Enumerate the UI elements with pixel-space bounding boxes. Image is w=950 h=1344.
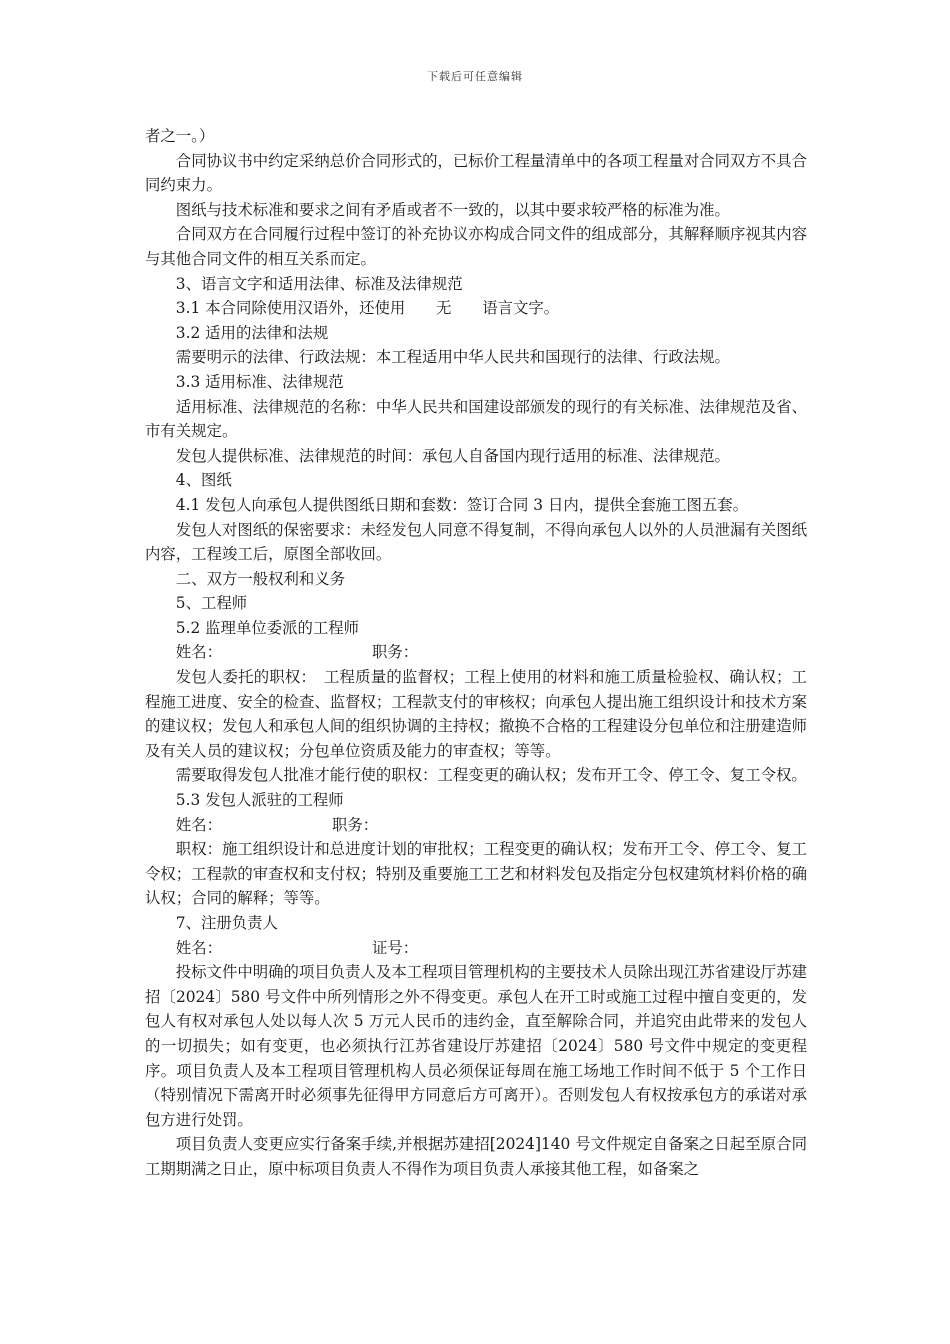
field-row-5-3 — [145, 813, 807, 838]
clause-heading: 5.2 监理单位委派的工程师 — [175, 618, 360, 637]
paragraph: 合同双方在合同履行过程中签订的补充协议亦构成合同文件的组成部分，其解释顺序视其内容与其他合同文件的相互关系而定。 — [145, 225, 807, 268]
clause-4-1: 4.1 发包人向承包人提供图纸日期和套数：签订合同 3 日内，提供全套施工图五套。 — [175, 495, 749, 514]
paragraph: 项目负责人变更应实行备案手续,并根据苏建招[2024]140 号文件规定自备案之日起至原合同工期期满之日止，原中标项目负责人不得作为项目负责人承接其他工程，如备案之 — [145, 1135, 807, 1178]
paragraph: 发包人提供标准、法律规范的时间：承包人自备国内现行适用的标准、法律规范。 — [175, 446, 730, 465]
clause-heading: 3.3 适用标准、法律规范 — [175, 372, 344, 391]
section-heading: 7、注册负责人 — [175, 914, 278, 932]
paragraph-continuation: 者之一。） — [145, 127, 215, 145]
paragraph: 发包人对图纸的保密要求：未经发包人同意不得复制，不得向承包人以外的人员泄漏有关图纸内容，工程竣工后，原图全部收回。 — [145, 520, 807, 564]
paragraph: 合同协议书中约定采纳总价合同形式的，已标价工程量清单中的各项工程量对合同双方不具合同约束力。 — [145, 151, 807, 195]
paragraph: 需要取得发包人批准才能行使的职权：工程变更的确认权；发布开工令、停工令、复工令权。 — [175, 766, 807, 785]
section-heading: 3、语言文字和适用法律、标准及法律规范 — [175, 274, 463, 293]
paragraph: 图纸与技术标准和要求之间有矛盾或者不一致的，以其中要求较严格的标准为准。 — [175, 200, 730, 219]
field-row-7 — [145, 936, 807, 961]
clause-heading: 5.3 发包人派驻的工程师 — [175, 791, 344, 810]
field-row-5-2 — [145, 640, 807, 665]
paragraph: 投标文件中明确的项目负责人及本工程项目管理机构的主要技术人员除出现江苏省建设厅苏建招〔2024〕580 号文件中所列情形之外不得变更。承包人在开工时或施工过程中擅自变更的，发包人有权对承包人处以每人次 5 万元人民币的违约金，直至解除合同，并追究由此带来的发包人的一切损失；如有变更，也必须执行江苏省建设厅苏建招〔2024〕580 号文件中规定的变更程序。项目负责人及本工程项目管理机构人员必须保证每周在施工场地工作时间不低于 5 个工作日（特别情况下需离开时必须事先征得甲方同意后方可离开）。否则发包人有权按承包方的承诺对承包方进行处罚。 — [145, 963, 807, 1129]
page-header-note: 下载后可任意编辑 — [427, 70, 523, 83]
clause-3-1: 3.1 本合同除使用汉语外，还使用 无 语言文字。 — [175, 299, 560, 318]
name-label: 姓名： — [175, 938, 222, 957]
section-heading: 4、图纸 — [175, 471, 232, 490]
paragraph: 适用标准、法律规范的名称：中华人民共和国建设部颁发的现行的有关标准、法律规范及省、市有关规定。 — [145, 397, 807, 441]
section-heading: 5、工程师 — [175, 594, 248, 613]
paragraph: 职权：施工组织设计和总进度计划的审批权；工程变更的确认权；发布开工令、停工令、复工令权；工程款的审查权和支付权；特别及重要施工工艺和材料发包及指定分包权建筑材料价格的确认权；合同的解释；等等。 — [145, 840, 807, 908]
title-label: 职务： — [331, 815, 379, 834]
clause-heading: 3.2 适用的法律和法规 — [175, 323, 329, 342]
title-label: 职务： — [371, 643, 419, 662]
cert-label: 证号： — [371, 938, 419, 957]
chapter-heading: 二、双方一般权利和义务 — [175, 569, 346, 588]
paragraph: 发包人委托的职权： 工程质量的监督权；工程上使用的材料和施工质量检验权、确认权；工程施工进度、安全的检查、监督权；工程款支付的审核权；向承包人提出施工组织设计和技术方案的建议权；发包人和承包人间的组织协调的主持权；撤换不合格的工程建设分包单位和注册建造师及有关人员的建议权；分包单位资质及能力的审查权；等等。 — [145, 668, 807, 760]
document-body — [145, 124, 807, 1182]
name-label: 姓名： — [175, 643, 222, 662]
paragraph: 需要明示的法律、行政法规：本工程适用中华人民共和国现行的法律、行政法规。 — [175, 348, 730, 367]
name-label: 姓名： — [175, 815, 222, 834]
